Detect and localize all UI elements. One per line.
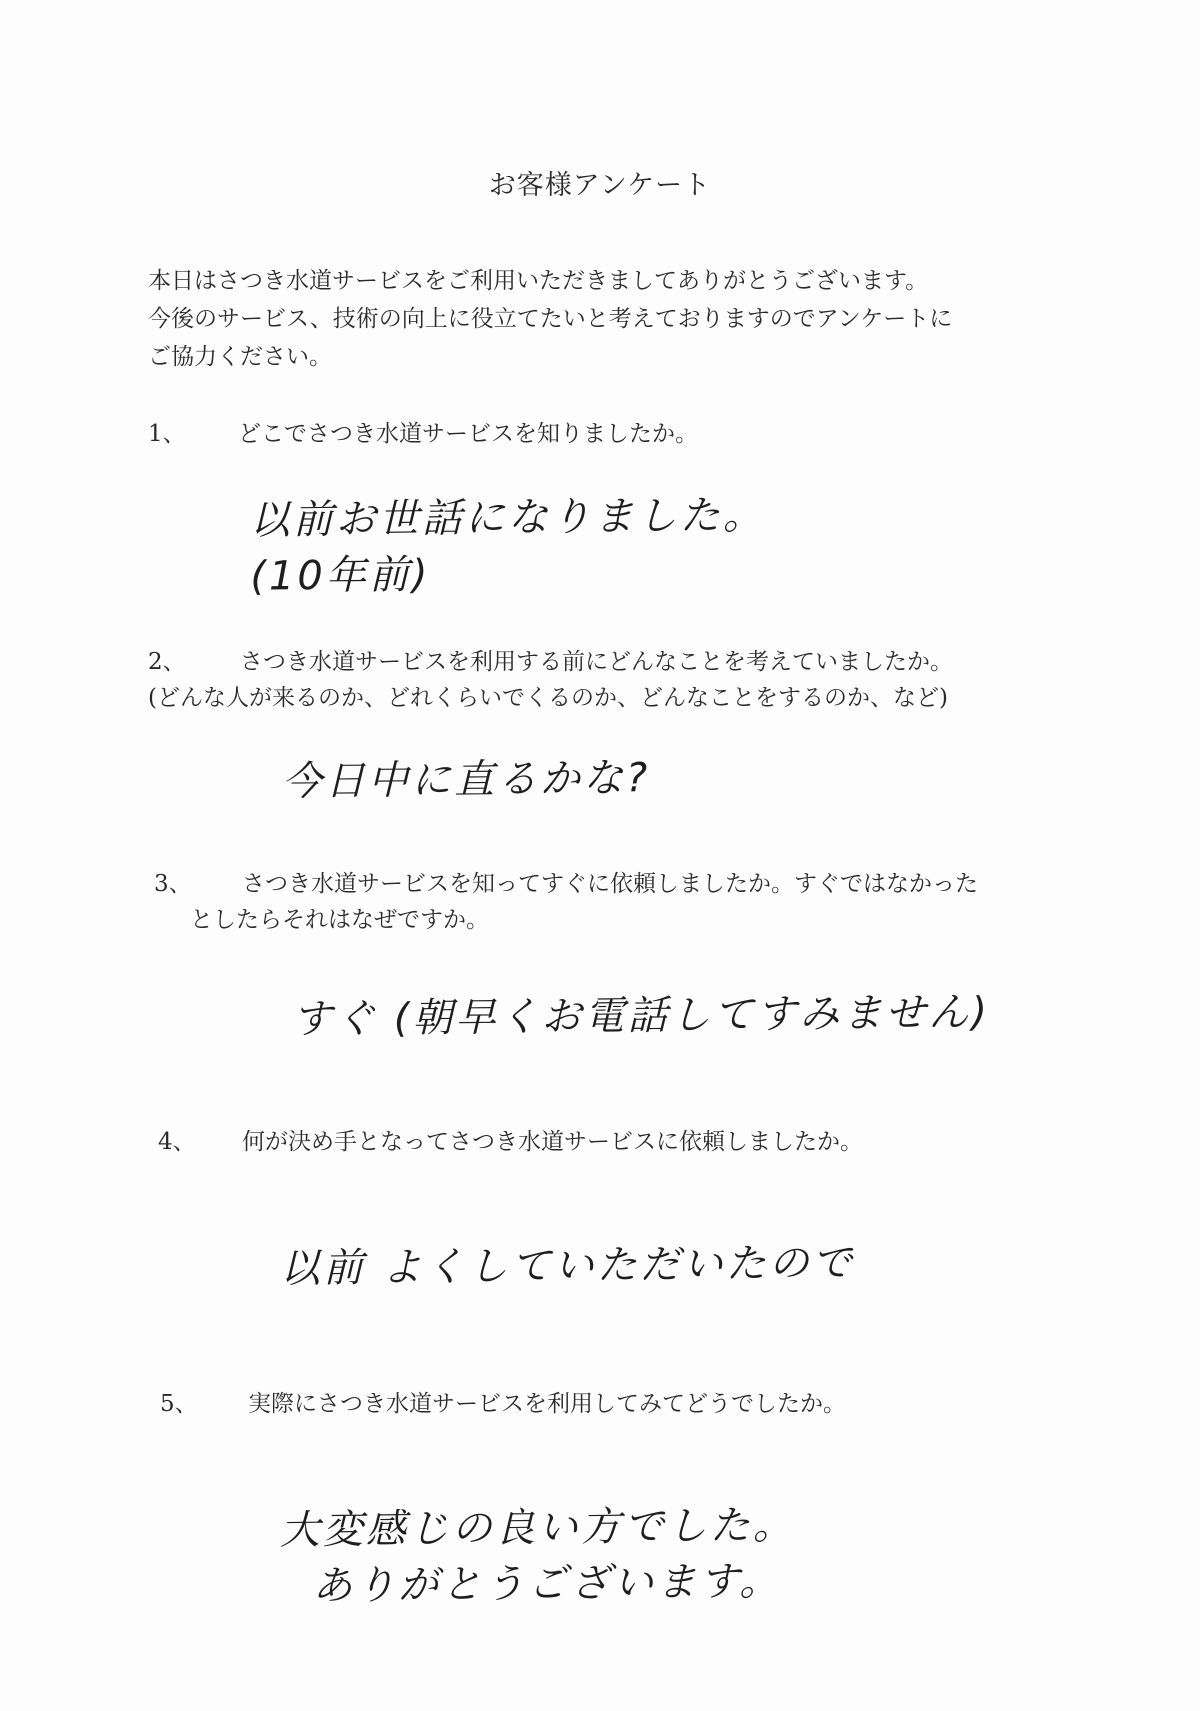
answer-line: 大変感じの良い方でした。 xyxy=(279,1502,796,1554)
answer-line: 以前 よくしていただいたので xyxy=(279,1239,855,1293)
question-number: 4、 xyxy=(158,1129,196,1155)
question-text: さつき水道サービスを知ってすぐに依頼しましたか。すぐではなかった xyxy=(242,871,978,897)
intro-line: 本日はさつき水道サービスをご利用いただきましてありがとうございます。 xyxy=(148,268,929,294)
question-subtext: としたらそれはなぜですか。 xyxy=(190,907,489,933)
handwritten-answer-2 xyxy=(282,750,651,810)
answer-line: すぐ (朝早くお電話してすみません) xyxy=(291,989,991,1043)
question-number: 2、 xyxy=(148,649,186,675)
handwritten-answer-1 xyxy=(249,487,766,604)
answer-line: 今日中に直るかな? xyxy=(281,755,651,805)
question-text: さつき水道サービスを利用する前にどんなことを考えていましたか。 xyxy=(240,649,953,675)
answer-line: (10年前) xyxy=(250,551,431,600)
page-title: お客様アンケート xyxy=(488,170,712,201)
question-text: どこでさつき水道サービスを知りましたか。 xyxy=(238,421,698,447)
question-number: 5、 xyxy=(160,1391,198,1417)
question-subtext: (どんな人が来るのか、どれくらいでくるのか、どんなことをするのか、など) xyxy=(148,685,948,711)
question-number: 3、 xyxy=(154,871,192,897)
question-number: 1、 xyxy=(148,421,186,447)
answer-line: 以前お世話になりました。 xyxy=(249,492,766,544)
intro-line: ご協力ください。 xyxy=(148,344,332,370)
answer-line: ありがとうございます。 xyxy=(312,1558,783,1610)
handwritten-answer-4 xyxy=(280,1235,855,1297)
question-text: 実際にさつき水道サービスを利用してみてどうでしたか。 xyxy=(248,1391,846,1417)
handwritten-answer-5 xyxy=(279,1497,796,1614)
question-text: 何が決め手となってさつき水道サービスに依頼しましたか。 xyxy=(242,1129,863,1155)
handwritten-answer-3 xyxy=(292,984,990,1047)
intro-paragraph xyxy=(148,262,1048,376)
intro-line: 今後のサービス、技術の向上に役立てたいと考えておりますのでアンケートに xyxy=(148,306,953,332)
